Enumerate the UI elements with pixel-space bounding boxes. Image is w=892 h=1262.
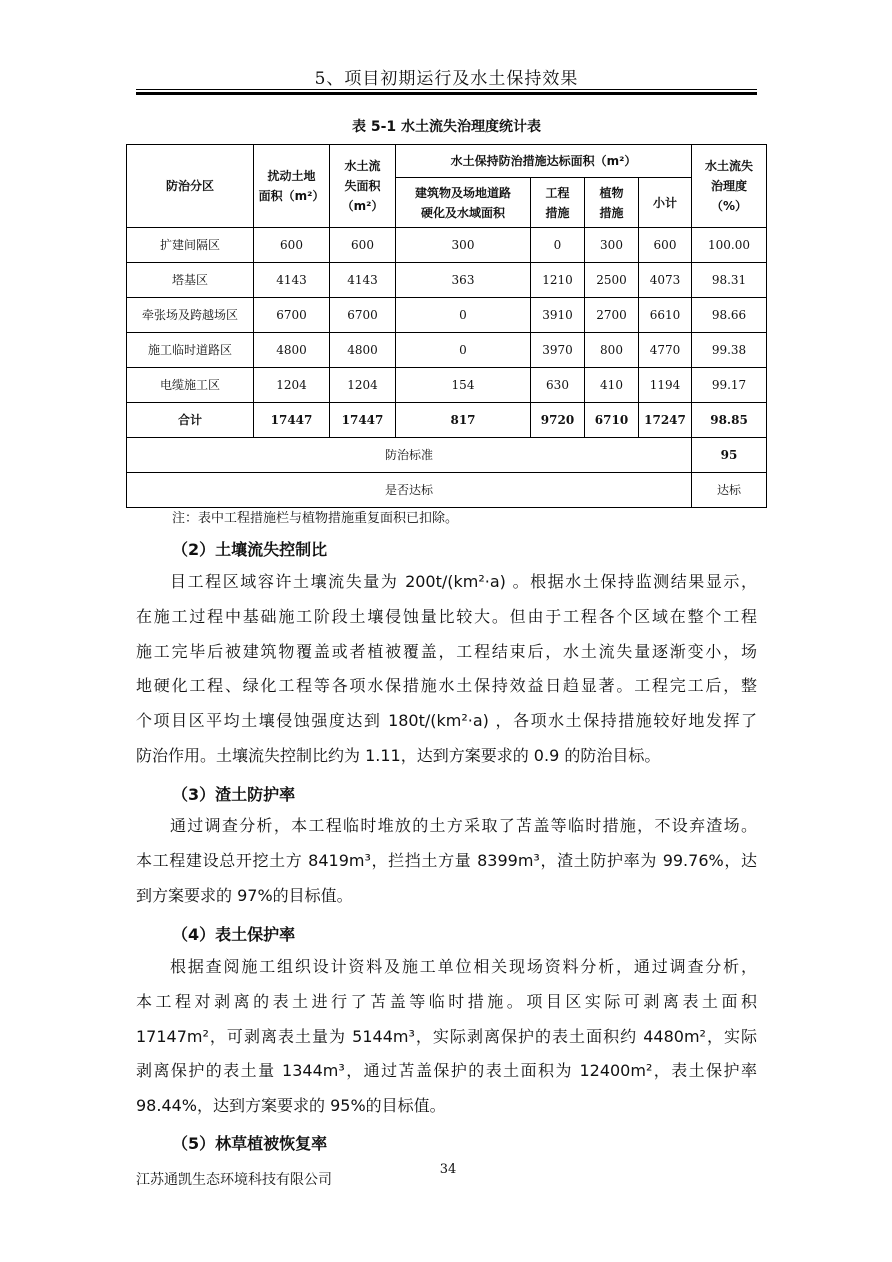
cell-subtotal: 600	[639, 228, 692, 263]
page-number: 34	[439, 1162, 457, 1177]
section-heading: （5）林草植被恢复率	[172, 1134, 328, 1153]
paragraph-line: 根据查阅施工组织设计资料及施工单位相关现场资料分析，通过调查分析，	[170, 957, 757, 976]
table-note: 注：表中工程措施栏与植物措施重复面积已扣除。	[172, 511, 459, 526]
cell-zone: 电缆施工区	[127, 368, 254, 403]
cell-subtotal: 4770	[639, 333, 692, 368]
section-heading: （2）土壤流失控制比	[172, 540, 328, 559]
cell-subtotal: 1194	[639, 368, 692, 403]
paragraph-line: 98.44%，达到方案要求的 95%的目标值。	[136, 1096, 446, 1116]
cell-vegetation: 300	[585, 228, 639, 263]
standard-label: 防治标准	[127, 438, 692, 473]
table-title: 表 5-1 水土流失治理度统计表	[351, 119, 542, 135]
cell-engineering: 3910	[531, 298, 585, 333]
paragraph-line: 个项目区平均土壤侵蚀强度达到 180t/(km²·a) ，各项水土保持措施较好地发挥了	[136, 711, 757, 731]
paragraph-line: 地硬化工程、绿化工程等各项水保措施水土保持效益日趋显著。工程完工后，整	[136, 676, 757, 696]
cell-building: 817	[396, 403, 531, 438]
cell-disturbed: 600	[254, 228, 330, 263]
paragraph-line: 防治作用。土壤流失控制比约为 1.11，达到方案要求的 0.9 的防治目标。	[136, 745, 661, 765]
table-standard-row	[127, 438, 767, 473]
table-row	[127, 298, 767, 333]
cell-subtotal: 6610	[639, 298, 692, 333]
cell-engineering: 9720	[531, 403, 585, 438]
cell-loss: 1204	[330, 368, 396, 403]
cell-disturbed: 6700	[254, 298, 330, 333]
header-measures-group: 水土保持防治措施达标面积（m²）	[396, 145, 692, 178]
table-total-row	[127, 403, 767, 438]
paragraph-line: 在施工过程中基础施工阶段土壤侵蚀量比较大。但由于工程各个区域在整个工程	[136, 606, 757, 626]
table-row	[127, 333, 767, 368]
header-building-area: 建筑物及场地道路 硬化及水域面积	[396, 178, 531, 228]
table-compliance-row	[127, 473, 767, 508]
footer-company: 江苏通凯生态环境科技有限公司	[136, 1172, 332, 1188]
cell-zone: 扩建间隔区	[127, 228, 254, 263]
cell-zone: 塔基区	[127, 263, 254, 298]
paragraph-line: 通过调查分析，本工程临时堆放的土方采取了苫盖等临时措施，不设弃渣场。	[170, 816, 757, 835]
header-loss-area: 水土流 失面积 （m²）	[330, 145, 396, 228]
standard-value: 95	[692, 438, 767, 473]
header-disturbed-area: 扰动土地 面积（m²）	[254, 145, 330, 228]
table-row	[127, 368, 767, 403]
cell-loss: 4143	[330, 263, 396, 298]
cell-engineering: 3970	[531, 333, 585, 368]
section-paragraph	[136, 565, 757, 774]
cell-building: 0	[396, 298, 531, 333]
cell-subtotal: 17247	[639, 403, 692, 438]
paragraph-line: 本工程建设总开挖土方 8419m³，拦挡土方量 8399m³，渣土防护率为 99.76%，达	[136, 850, 757, 870]
cell-vegetation: 2500	[585, 263, 639, 298]
cell-loss: 17447	[330, 403, 396, 438]
table-row	[127, 263, 767, 298]
cell-loss: 600	[330, 228, 396, 263]
cell-loss: 4800	[330, 333, 396, 368]
header-vegetation: 植物 措施	[585, 178, 639, 228]
cell-engineering: 630	[531, 368, 585, 403]
cell-rate: 99.17	[692, 368, 767, 403]
header-zone: 防治分区	[127, 145, 254, 228]
paragraph-line: 施工完毕后被建筑物覆盖或者植被覆盖，工程结束后，水土流失量逐渐变小，场	[136, 641, 757, 661]
cell-zone: 牵张场及跨越场区	[127, 298, 254, 333]
paragraph-line: 本工程对剥离的表土进行了苫盖等临时措施。项目区实际可剥离表土面积	[136, 991, 757, 1011]
section-heading: （4）表土保护率	[172, 925, 296, 944]
cell-building: 154	[396, 368, 531, 403]
paragraph-line: 剥离保护的表土量 1344m³，通过苫盖保护的表土面积为 12400m²，表土保护率	[136, 1061, 757, 1081]
section-paragraph	[136, 809, 757, 913]
header-subtotal: 小计	[639, 178, 692, 228]
header-control-rate: 水土流失 治理度 （%）	[692, 145, 767, 228]
cell-zone: 施工临时道路区	[127, 333, 254, 368]
cell-vegetation: 6710	[585, 403, 639, 438]
section-paragraph	[136, 950, 757, 1124]
soil-erosion-control-table	[126, 144, 767, 508]
header-rule-thin	[136, 89, 757, 90]
table-row	[127, 228, 767, 263]
cell-vegetation: 800	[585, 333, 639, 368]
paragraph-line: 目工程区域容许土壤流失量为 200t/(km²·a) 。根据水土保持监测结果显示，	[170, 572, 757, 591]
cell-rate: 100.00	[692, 228, 767, 263]
cell-zone: 合计	[127, 403, 254, 438]
cell-building: 0	[396, 333, 531, 368]
header-rule-thick	[136, 92, 757, 95]
compliance-label: 是否达标	[127, 473, 692, 508]
cell-disturbed: 17447	[254, 403, 330, 438]
paragraph-line: 到方案要求的 97%的目标值。	[136, 885, 353, 905]
cell-rate: 98.31	[692, 263, 767, 298]
cell-disturbed: 1204	[254, 368, 330, 403]
cell-building: 363	[396, 263, 531, 298]
running-header: 5、项目初期运行及水土保持效果	[314, 69, 579, 89]
cell-subtotal: 4073	[639, 263, 692, 298]
cell-rate: 98.85	[692, 403, 767, 438]
cell-building: 300	[396, 228, 531, 263]
section-heading: （3）渣土防护率	[172, 785, 296, 804]
cell-rate: 99.38	[692, 333, 767, 368]
cell-vegetation: 410	[585, 368, 639, 403]
cell-rate: 98.66	[692, 298, 767, 333]
cell-engineering: 1210	[531, 263, 585, 298]
compliance-value: 达标	[692, 473, 767, 508]
header-engineering: 工程 措施	[531, 178, 585, 228]
cell-loss: 6700	[330, 298, 396, 333]
cell-disturbed: 4143	[254, 263, 330, 298]
cell-engineering: 0	[531, 228, 585, 263]
cell-vegetation: 2700	[585, 298, 639, 333]
paragraph-line: 17147m²，可剥离表土量为 5144m³，实际剥离保护的表土面积约 4480m²，实际	[136, 1026, 757, 1046]
cell-disturbed: 4800	[254, 333, 330, 368]
